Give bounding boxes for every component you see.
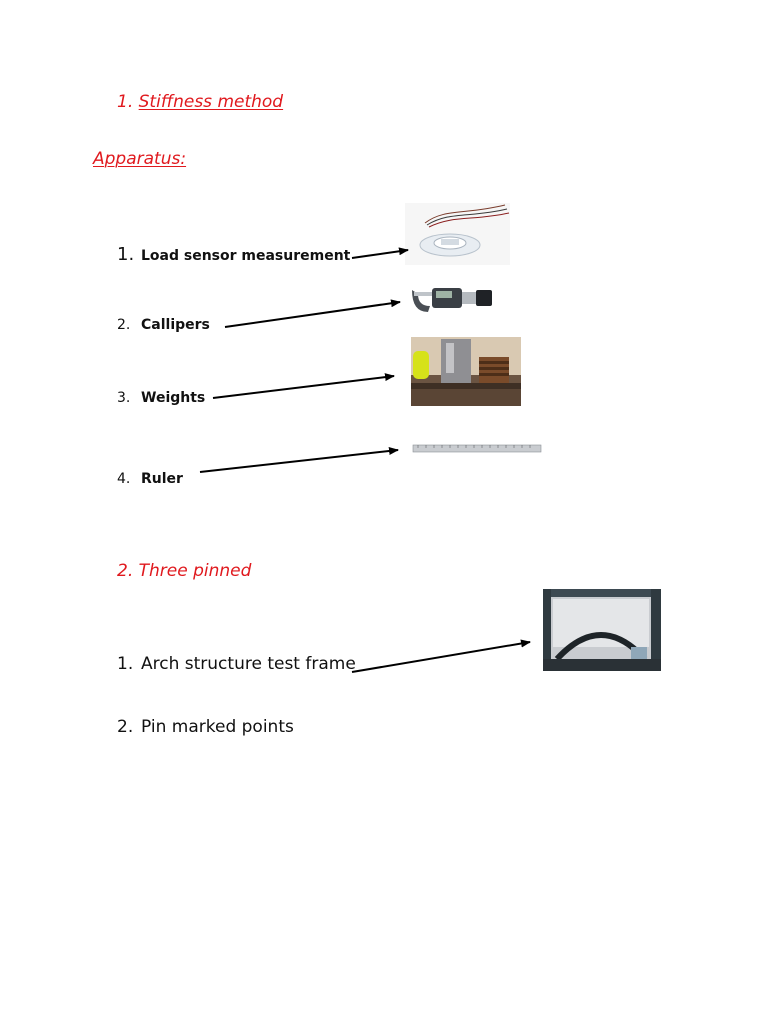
list-item-ruler: 4. Ruler [117,471,183,487]
arrow-arch-frame [352,642,530,672]
arrow-ruler [200,450,398,472]
arrow-callipers [225,302,400,327]
list-item-weights: 3. Weights [117,390,206,406]
section-1-title: Stiffness method [138,92,284,112]
arrow-load-sensor [352,250,408,258]
section-2-title: Three pinned [138,561,252,581]
section-1-number: 1. [117,92,134,112]
list-item-load-sensor: 1. Load sensor measurement [117,244,351,265]
section-2-number: 2. [117,561,134,581]
apparatus-label: Apparatus: [93,149,187,169]
list-item-arch-frame: 1. Arch structure test frame [117,654,356,674]
list-item-pin-points: 2. Pin marked points [117,717,294,737]
arrow-weights [213,376,394,398]
list-item-callipers: 2. Callipers [117,317,210,333]
